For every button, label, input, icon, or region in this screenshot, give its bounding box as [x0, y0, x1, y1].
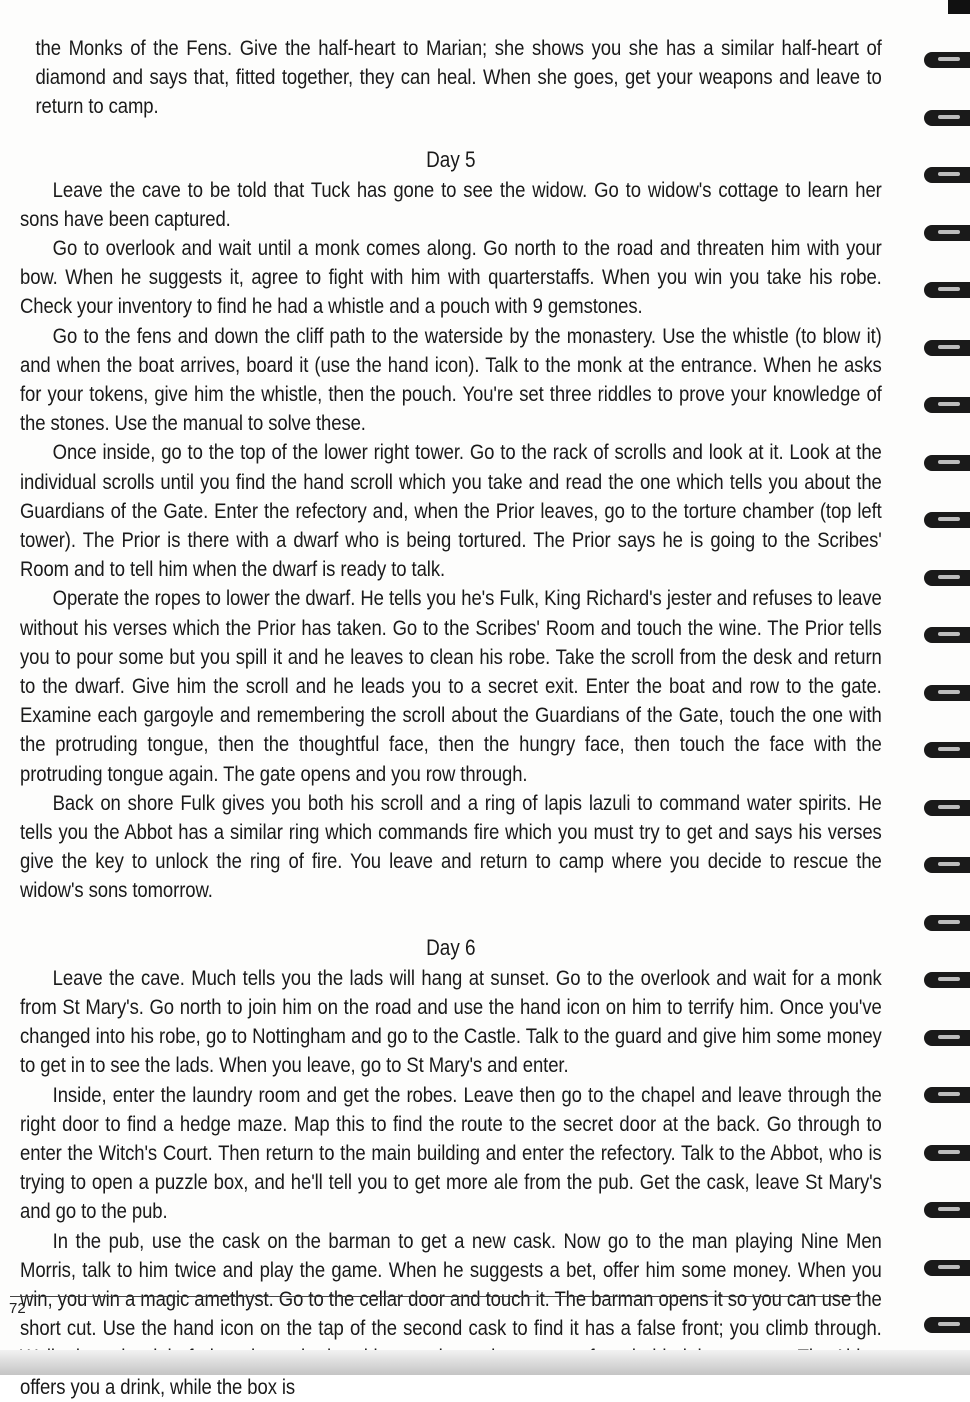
paragraph: Leave the cave. Much tells you the lads will hang at sunset. Go to the overlook and wait for a monk from St Mary's. Go north to join him on the road and use the hand icon on him to terrify him. Once you've changed into his robe, go to Nottingham and go to the Castle. Talk to the guard and give him some money to get in to see the lads. When you leave, go to St Mary's and enter.	[20, 965, 882, 1078]
binding-coil	[924, 800, 970, 816]
paragraph: Go to overlook and wait until a monk comes along. Go north to the road and threaten him with your bow. When he suggests it, agree to fight with him with quarterstaffs. When you win you take his robe. Check your inventory to find he had a whistle and a pouch with 9 gemstones.	[20, 236, 882, 319]
binding-coil	[924, 1145, 970, 1161]
binding-coil	[924, 915, 970, 931]
page-number: 72	[9, 1300, 26, 1317]
paragraph: Leave the cave to be told that Tuck has gone to see the widow. Go to widow's cottage to learn her sons have been captured.	[20, 177, 882, 231]
body-text	[20, 34, 882, 1402]
day-6-heading: Day 6	[426, 934, 476, 960]
binding-coil	[924, 1087, 970, 1103]
paragraph: Back on shore Fulk gives you both his scroll and a ring of lapis lazuli to command water spirits. He tells you the Abbot has a similar ring which commands fire which you must try to get and says his verses give the key to unlock the ring of fire. You leave and return to camp where you decide to rescue the widow's sons tomorrow.	[20, 790, 882, 903]
binding-coil	[924, 1030, 970, 1046]
spiral-binding	[910, 0, 970, 1375]
binding-coil	[924, 455, 970, 471]
binding-coil	[924, 972, 970, 988]
binding-coil	[924, 397, 970, 413]
binding-coil	[924, 110, 970, 126]
page-bottom-edge	[0, 1350, 970, 1375]
binding-coil	[924, 1260, 970, 1276]
binding-coil	[924, 627, 970, 643]
binding-coil	[924, 570, 970, 586]
binding-coil	[924, 512, 970, 528]
binding-coil	[924, 857, 970, 873]
paragraph: In the pub, use the cask on the barman to get a new cask. Now go to the man playing Nine Men Morris, talk to him twice and play the game. When he suggests a bet, offer him some money. When you win, you win a magic amethyst. Go to the cellar door and touch it. The barman opens it so you can use the short cut. Use the hand icon on the tap of the second cask to find it has a false front; you climb through. offers you a drink, while the box is	[20, 1228, 882, 1399]
paragraph: Go to the fens and down the cliff path to the waterside by the monastery. Use the whistle (to blow it) and when the boat arrives, board it (use the hand icon). Talk to the monk at the entrance. When he asks for your tokens, give him the whistle, then the pouch. You're set three riddles to prove your knowledge of the stones. Use the manual to solve these.	[20, 323, 882, 436]
footer-rule	[10, 1296, 858, 1297]
binding-coil	[924, 1202, 970, 1218]
binding-coil	[924, 225, 970, 241]
paragraph: Operate the ropes to lower the dwarf. He tells you he's Fulk, King Richard's jester and refuses to leave without his verses which the Prior has taken. Go to the Scribes' Room and touch the wine. The Prior tells you to pour some but you spill it and he leaves to clean his robe. Take the scroll from the desk and return to the dwarf. Give him the scroll and he leads you to a secret exit. Enter the boat and row to the gate. Examine each gargoyle and remembering the scroll about the Guardians of the Gate, touch the one with the protruding tongue, then the thoughtful face, then the hungry face, then touch the face with the protruding tongue again. The gate opens and you row through.	[20, 586, 882, 786]
binding-coil	[924, 685, 970, 701]
paragraph: the Monks of the Fens. Give the half-heart to Marian; she shows you she has a similar half-heart of diamond and says that, fitted together, they can heal. When she goes, get your weapons and leave to return to camp.	[35, 36, 882, 119]
paragraph: Inside, enter the laundry room and get the robes. Leave then go to the chapel and leave through the right door to find a hedge maze. Map this to find the route to the secret door at the back. Go through to enter the Witch's Court. Then return to the main building and enter the refectory. Talk to the Abbot, who is trying to open a puzzle box, and he'll tell you to get more ale from the pub. Get the cask, leave St Mary's and go to the pub.	[20, 1082, 882, 1224]
binding-coil	[924, 52, 970, 68]
day-5-heading: Day 5	[426, 146, 476, 172]
binding-coil	[924, 282, 970, 298]
binding-corner	[948, 0, 970, 14]
binding-coil	[924, 340, 970, 356]
binding-coil	[924, 1317, 970, 1333]
binding-coil	[924, 167, 970, 183]
binding-coil	[924, 742, 970, 758]
paragraph: Once inside, go to the top of the lower right tower. Go to the rack of scrolls and look at it. Look at the individual scrolls until you find the hand scroll which you take and read the one which tells you about the Guardians of the Gate. Enter the refectory and, when the Prior leaves, go to the torture chamber (top left tower). The Prior is there with a dwarf who is being tortured. The Prior says he is going to the Scribes' Room and to tell him when the dwarf is ready to talk.	[20, 440, 882, 582]
